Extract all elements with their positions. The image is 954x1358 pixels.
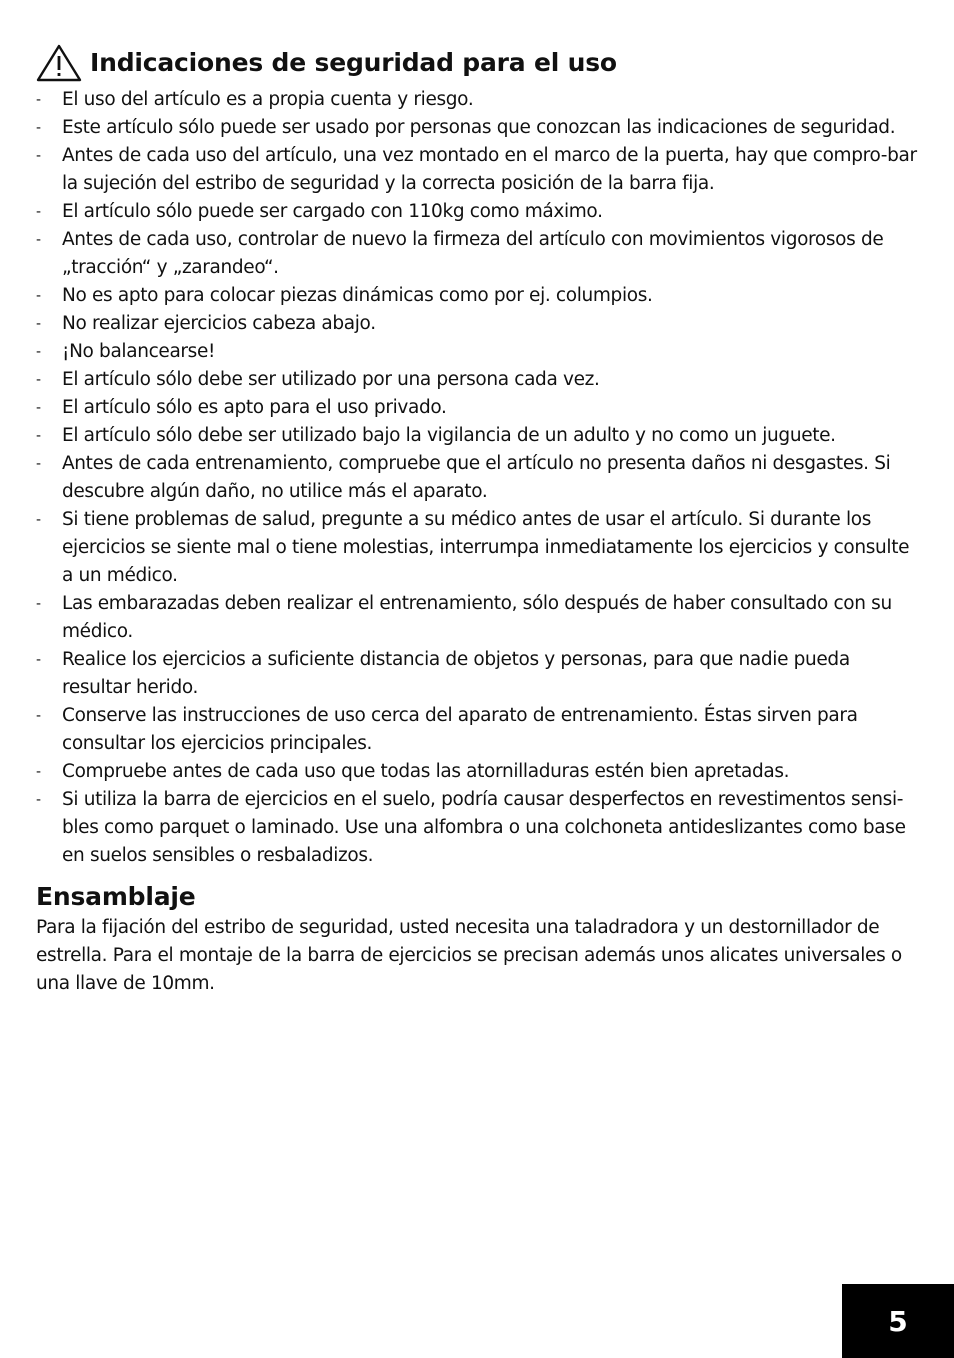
safety-list-item-text: Antes de cada entrenamiento, compruebe que el artículo no presenta daños ni desgastes. Si descubre algún daño, no utilice más el aparato.: [62, 453, 891, 502]
safety-list-item-text: Este artículo sólo puede ser usado por personas que conozcan las indicaciones de seguridad.: [62, 117, 896, 138]
safety-list-item-text: Conserve las instrucciones de uso cerca del aparato de entrenamiento. Éstas sirven para consultar los ejercicios principales.: [62, 705, 858, 754]
bullet-dash: -: [36, 288, 41, 304]
safety-list-item: [36, 226, 920, 282]
safety-list-item-text: Realice los ejercicios a suficiente distancia de objetos y personas, para que nadie pueda resultar herido.: [62, 649, 850, 698]
bullet-dash: -: [36, 372, 41, 388]
safety-list-item-text: Antes de cada uso, controlar de nuevo la firmeza del artículo con movimientos vigorosos de „tracción“ y „zarandeo“.: [62, 229, 884, 278]
bullet-dash: -: [36, 792, 41, 808]
safety-list-item-text: Antes de cada uso del artículo, una vez montado en el marco de la puerta, hay que compro-bar la sujeción del estribo de seguridad y la correcta posición de la barra fija.: [62, 145, 917, 194]
bullet-dash: -: [36, 148, 41, 164]
bullet-dash: -: [36, 764, 41, 780]
safety-list-item-text: Las embarazadas deben realizar el entrenamiento, sólo después de haber consultado con su médico.: [62, 593, 892, 642]
safety-list-item-text: ¡No balancearse!: [62, 341, 216, 362]
safety-heading: [36, 44, 920, 82]
safety-list-item-text: El artículo sólo debe ser utilizado por una persona cada vez.: [62, 369, 600, 390]
safety-list-item-text: El artículo sólo puede ser cargado con 110kg como máximo.: [62, 201, 603, 222]
safety-list-item: [36, 142, 920, 198]
safety-title: Indicaciones de seguridad para el uso: [90, 48, 617, 77]
safety-list-item-text: El artículo sólo es apto para el uso privado.: [62, 397, 447, 418]
bullet-dash: -: [36, 512, 41, 528]
safety-list-item: [36, 394, 920, 422]
bullet-dash: -: [36, 204, 41, 220]
assembly-title: Ensamblaje: [36, 882, 196, 911]
warning-triangle-icon: [36, 44, 82, 82]
safety-list-item: [36, 198, 920, 226]
bullet-dash: -: [36, 120, 41, 136]
safety-list-item: [36, 114, 920, 142]
page-number: 5: [888, 1304, 908, 1338]
bullet-dash: -: [36, 232, 41, 248]
safety-list-item-text: No realizar ejercicios cabeza abajo.: [62, 313, 376, 334]
bullet-dash: -: [36, 344, 41, 360]
safety-list-item-text: Compruebe antes de cada uso que todas las atornilladuras estén bien apretadas.: [62, 761, 790, 782]
safety-list-item: [36, 86, 920, 114]
bullet-dash: -: [36, 316, 41, 332]
safety-list-item: [36, 366, 920, 394]
bullet-dash: -: [36, 708, 41, 724]
safety-list-item-text: Si tiene problemas de salud, pregunte a su médico antes de usar el artículo. Si durante los ejercicios se siente mal o tiene molestias, interrumpa inmediatamente los ejercicios y consulte a un médico.: [62, 509, 910, 586]
bullet-dash: -: [36, 400, 41, 416]
safety-list: [36, 86, 920, 870]
bullet-dash: -: [36, 428, 41, 444]
bullet-dash: -: [36, 92, 41, 108]
document-page: [36, 44, 920, 998]
safety-list-item: [36, 310, 920, 338]
page-number-box: [842, 1284, 954, 1358]
safety-list-item: [36, 338, 920, 366]
safety-list-item-text: Si utiliza la barra de ejercicios en el suelo, podría causar desperfectos en revestimentos sensi-bles como parquet o laminado. Use una alfombra o una colchoneta antideslizantes como base en suelos sensibles o resbaladizos.: [62, 789, 906, 866]
safety-list-item: [36, 506, 920, 590]
safety-list-item: [36, 590, 920, 646]
safety-list-item-text: El artículo sólo debe ser utilizado bajo la vigilancia de un adulto y no como un juguete.: [62, 425, 836, 446]
assembly-text: Para la fijación del estribo de seguridad, usted necesita una taladradora y un destornillador de estrella. Para el montaje de la barra de ejercicios se precisan además unos alicates universales o una llave de 10mm.: [36, 917, 902, 994]
safety-list-item: [36, 758, 920, 786]
safety-list-item-text: El uso del artículo es a propia cuenta y riesgo.: [62, 89, 474, 110]
safety-list-item: [36, 786, 920, 870]
bullet-dash: -: [36, 596, 41, 612]
safety-list-item: [36, 702, 920, 758]
safety-list-item: [36, 450, 920, 506]
bullet-dash: -: [36, 456, 41, 472]
safety-list-item: [36, 646, 920, 702]
safety-list-item: [36, 422, 920, 450]
bullet-dash: -: [36, 652, 41, 668]
safety-list-item: [36, 282, 920, 310]
safety-list-item-text: No es apto para colocar piezas dinámicas como por ej. columpios.: [62, 285, 653, 306]
